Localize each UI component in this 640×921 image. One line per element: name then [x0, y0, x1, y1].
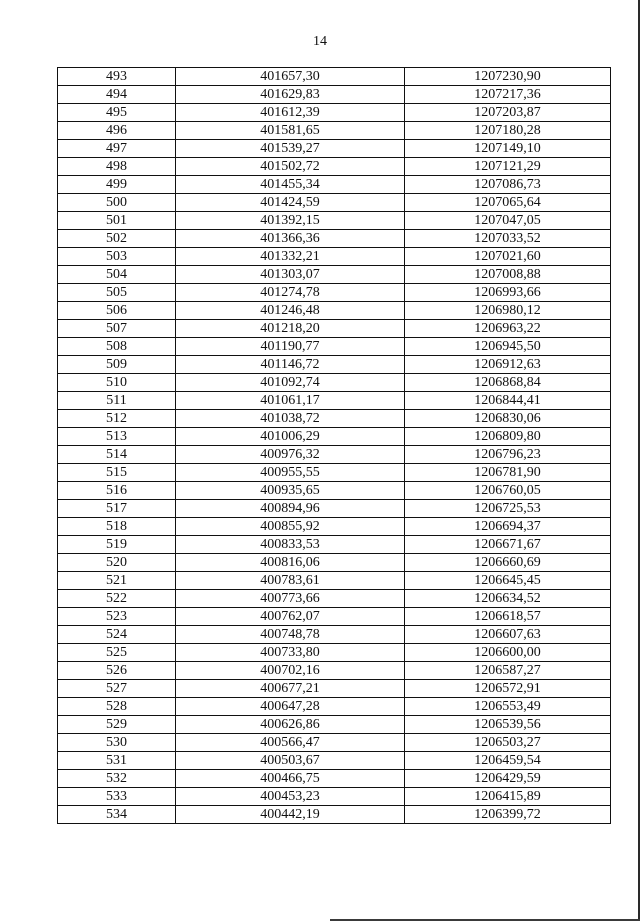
- point-number-cell: 534: [58, 806, 176, 824]
- y-coordinate-cell: 1207047,05: [405, 212, 611, 230]
- table-row: [58, 428, 611, 446]
- point-number-cell: 494: [58, 86, 176, 104]
- table-row: [58, 752, 611, 770]
- table-row: [58, 104, 611, 122]
- y-coordinate-cell: 1207217,36: [405, 86, 611, 104]
- x-coordinate-cell: 400677,21: [176, 680, 405, 698]
- x-coordinate-cell: 400773,66: [176, 590, 405, 608]
- x-coordinate-cell: 400894,96: [176, 500, 405, 518]
- x-coordinate-cell: 401581,65: [176, 122, 405, 140]
- table-row: [58, 212, 611, 230]
- point-number-cell: 515: [58, 464, 176, 482]
- y-coordinate-cell: 1206796,23: [405, 446, 611, 464]
- x-coordinate-cell: 400833,53: [176, 536, 405, 554]
- y-coordinate-cell: 1206645,45: [405, 572, 611, 590]
- x-coordinate-cell: 401218,20: [176, 320, 405, 338]
- x-coordinate-cell: 400647,28: [176, 698, 405, 716]
- point-number-cell: 503: [58, 248, 176, 266]
- x-coordinate-cell: 401539,27: [176, 140, 405, 158]
- point-number-cell: 527: [58, 680, 176, 698]
- point-number-cell: 532: [58, 770, 176, 788]
- table-row: [58, 122, 611, 140]
- point-number-cell: 520: [58, 554, 176, 572]
- point-number-cell: 495: [58, 104, 176, 122]
- y-coordinate-cell: 1206399,72: [405, 806, 611, 824]
- point-number-cell: 511: [58, 392, 176, 410]
- table-row: [58, 644, 611, 662]
- point-number-cell: 506: [58, 302, 176, 320]
- table-row: [58, 320, 611, 338]
- point-number-cell: 513: [58, 428, 176, 446]
- y-coordinate-cell: 1207065,64: [405, 194, 611, 212]
- table-row: [58, 176, 611, 194]
- point-number-cell: 498: [58, 158, 176, 176]
- y-coordinate-cell: 1206459,54: [405, 752, 611, 770]
- point-number-cell: 493: [58, 68, 176, 86]
- x-coordinate-cell: 401366,36: [176, 230, 405, 248]
- table-row: [58, 140, 611, 158]
- table-row: [58, 716, 611, 734]
- y-coordinate-cell: 1206945,50: [405, 338, 611, 356]
- y-coordinate-cell: 1206553,49: [405, 698, 611, 716]
- point-number-cell: 509: [58, 356, 176, 374]
- x-coordinate-cell: 401092,74: [176, 374, 405, 392]
- table-row: [58, 536, 611, 554]
- table-row: [58, 680, 611, 698]
- y-coordinate-cell: 1206572,91: [405, 680, 611, 698]
- y-coordinate-cell: 1206671,67: [405, 536, 611, 554]
- table-row: [58, 518, 611, 536]
- x-coordinate-cell: 401629,83: [176, 86, 405, 104]
- table-row: [58, 662, 611, 680]
- point-number-cell: 512: [58, 410, 176, 428]
- y-coordinate-cell: 1206760,05: [405, 482, 611, 500]
- table-row: [58, 302, 611, 320]
- x-coordinate-cell: 401657,30: [176, 68, 405, 86]
- y-coordinate-cell: 1207033,52: [405, 230, 611, 248]
- point-number-cell: 507: [58, 320, 176, 338]
- table-row: [58, 806, 611, 824]
- y-coordinate-cell: 1207230,90: [405, 68, 611, 86]
- table-row: [58, 86, 611, 104]
- y-coordinate-cell: 1206600,00: [405, 644, 611, 662]
- x-coordinate-cell: 401274,78: [176, 284, 405, 302]
- x-coordinate-cell: 400566,47: [176, 734, 405, 752]
- y-coordinate-cell: 1207121,29: [405, 158, 611, 176]
- y-coordinate-cell: 1206607,63: [405, 626, 611, 644]
- x-coordinate-cell: 400503,67: [176, 752, 405, 770]
- y-coordinate-cell: 1206980,12: [405, 302, 611, 320]
- point-number-cell: 531: [58, 752, 176, 770]
- x-coordinate-cell: 400702,16: [176, 662, 405, 680]
- y-coordinate-cell: 1206660,69: [405, 554, 611, 572]
- x-coordinate-cell: 400442,19: [176, 806, 405, 824]
- table-row: [58, 608, 611, 626]
- table-row: [58, 356, 611, 374]
- y-coordinate-cell: 1206634,52: [405, 590, 611, 608]
- table-row: [58, 788, 611, 806]
- y-coordinate-cell: 1206415,89: [405, 788, 611, 806]
- table-row: [58, 626, 611, 644]
- point-number-cell: 524: [58, 626, 176, 644]
- x-coordinate-cell: 401146,72: [176, 356, 405, 374]
- y-coordinate-cell: 1207086,73: [405, 176, 611, 194]
- point-number-cell: 504: [58, 266, 176, 284]
- table-row: [58, 392, 611, 410]
- table-row: [58, 410, 611, 428]
- x-coordinate-cell: 400733,80: [176, 644, 405, 662]
- x-coordinate-cell: 401190,77: [176, 338, 405, 356]
- point-number-cell: 501: [58, 212, 176, 230]
- y-coordinate-cell: 1206539,56: [405, 716, 611, 734]
- y-coordinate-cell: 1206587,27: [405, 662, 611, 680]
- y-coordinate-cell: 1206844,41: [405, 392, 611, 410]
- point-number-cell: 523: [58, 608, 176, 626]
- x-coordinate-cell: 401303,07: [176, 266, 405, 284]
- x-coordinate-cell: 400626,86: [176, 716, 405, 734]
- point-number-cell: 526: [58, 662, 176, 680]
- point-number-cell: 522: [58, 590, 176, 608]
- page-number: 14: [313, 34, 327, 49]
- x-coordinate-cell: 401455,34: [176, 176, 405, 194]
- x-coordinate-cell: 401061,17: [176, 392, 405, 410]
- point-number-cell: 496: [58, 122, 176, 140]
- x-coordinate-cell: 401038,72: [176, 410, 405, 428]
- table-row: [58, 68, 611, 86]
- point-number-cell: 518: [58, 518, 176, 536]
- x-coordinate-cell: 400935,65: [176, 482, 405, 500]
- point-number-cell: 510: [58, 374, 176, 392]
- table-row: [58, 230, 611, 248]
- x-coordinate-cell: 401246,48: [176, 302, 405, 320]
- table-row: [58, 500, 611, 518]
- coordinates-table: [57, 67, 611, 824]
- y-coordinate-cell: 1207180,28: [405, 122, 611, 140]
- table-row: [58, 464, 611, 482]
- point-number-cell: 508: [58, 338, 176, 356]
- point-number-cell: 533: [58, 788, 176, 806]
- point-number-cell: 525: [58, 644, 176, 662]
- point-number-cell: 502: [58, 230, 176, 248]
- y-coordinate-cell: 1206868,84: [405, 374, 611, 392]
- x-coordinate-cell: 400816,06: [176, 554, 405, 572]
- table-row: [58, 482, 611, 500]
- coordinates-table-body: [58, 68, 611, 824]
- table-row: [58, 446, 611, 464]
- table-row: [58, 248, 611, 266]
- table-row: [58, 734, 611, 752]
- y-coordinate-cell: 1207008,88: [405, 266, 611, 284]
- point-number-cell: 505: [58, 284, 176, 302]
- point-number-cell: 519: [58, 536, 176, 554]
- point-number-cell: 514: [58, 446, 176, 464]
- x-coordinate-cell: 401612,39: [176, 104, 405, 122]
- table-row: [58, 284, 611, 302]
- y-coordinate-cell: 1206963,22: [405, 320, 611, 338]
- y-coordinate-cell: 1207149,10: [405, 140, 611, 158]
- x-coordinate-cell: 400855,92: [176, 518, 405, 536]
- point-number-cell: 516: [58, 482, 176, 500]
- x-coordinate-cell: 400955,55: [176, 464, 405, 482]
- point-number-cell: 528: [58, 698, 176, 716]
- point-number-cell: 497: [58, 140, 176, 158]
- x-coordinate-cell: 401006,29: [176, 428, 405, 446]
- x-coordinate-cell: 401424,59: [176, 194, 405, 212]
- table-row: [58, 770, 611, 788]
- y-coordinate-cell: 1207203,87: [405, 104, 611, 122]
- y-coordinate-cell: 1206809,80: [405, 428, 611, 446]
- y-coordinate-cell: 1206993,66: [405, 284, 611, 302]
- point-number-cell: 529: [58, 716, 176, 734]
- table-row: [58, 698, 611, 716]
- point-number-cell: 517: [58, 500, 176, 518]
- x-coordinate-cell: 400748,78: [176, 626, 405, 644]
- y-coordinate-cell: 1206618,57: [405, 608, 611, 626]
- x-coordinate-cell: 400783,61: [176, 572, 405, 590]
- table-row: [58, 572, 611, 590]
- table-row: [58, 374, 611, 392]
- x-coordinate-cell: 400453,23: [176, 788, 405, 806]
- x-coordinate-cell: 400466,75: [176, 770, 405, 788]
- y-coordinate-cell: 1206781,90: [405, 464, 611, 482]
- table-row: [58, 590, 611, 608]
- x-coordinate-cell: 401502,72: [176, 158, 405, 176]
- x-coordinate-cell: 400976,32: [176, 446, 405, 464]
- x-coordinate-cell: 401392,15: [176, 212, 405, 230]
- x-coordinate-cell: 401332,21: [176, 248, 405, 266]
- y-coordinate-cell: 1206429,59: [405, 770, 611, 788]
- y-coordinate-cell: 1206912,63: [405, 356, 611, 374]
- table-row: [58, 158, 611, 176]
- table-row: [58, 266, 611, 284]
- point-number-cell: 530: [58, 734, 176, 752]
- y-coordinate-cell: 1207021,60: [405, 248, 611, 266]
- point-number-cell: 499: [58, 176, 176, 194]
- x-coordinate-cell: 400762,07: [176, 608, 405, 626]
- table-row: [58, 194, 611, 212]
- point-number-cell: 500: [58, 194, 176, 212]
- y-coordinate-cell: 1206694,37: [405, 518, 611, 536]
- table-row: [58, 554, 611, 572]
- y-coordinate-cell: 1206503,27: [405, 734, 611, 752]
- y-coordinate-cell: 1206725,53: [405, 500, 611, 518]
- table-row: [58, 338, 611, 356]
- y-coordinate-cell: 1206830,06: [405, 410, 611, 428]
- point-number-cell: 521: [58, 572, 176, 590]
